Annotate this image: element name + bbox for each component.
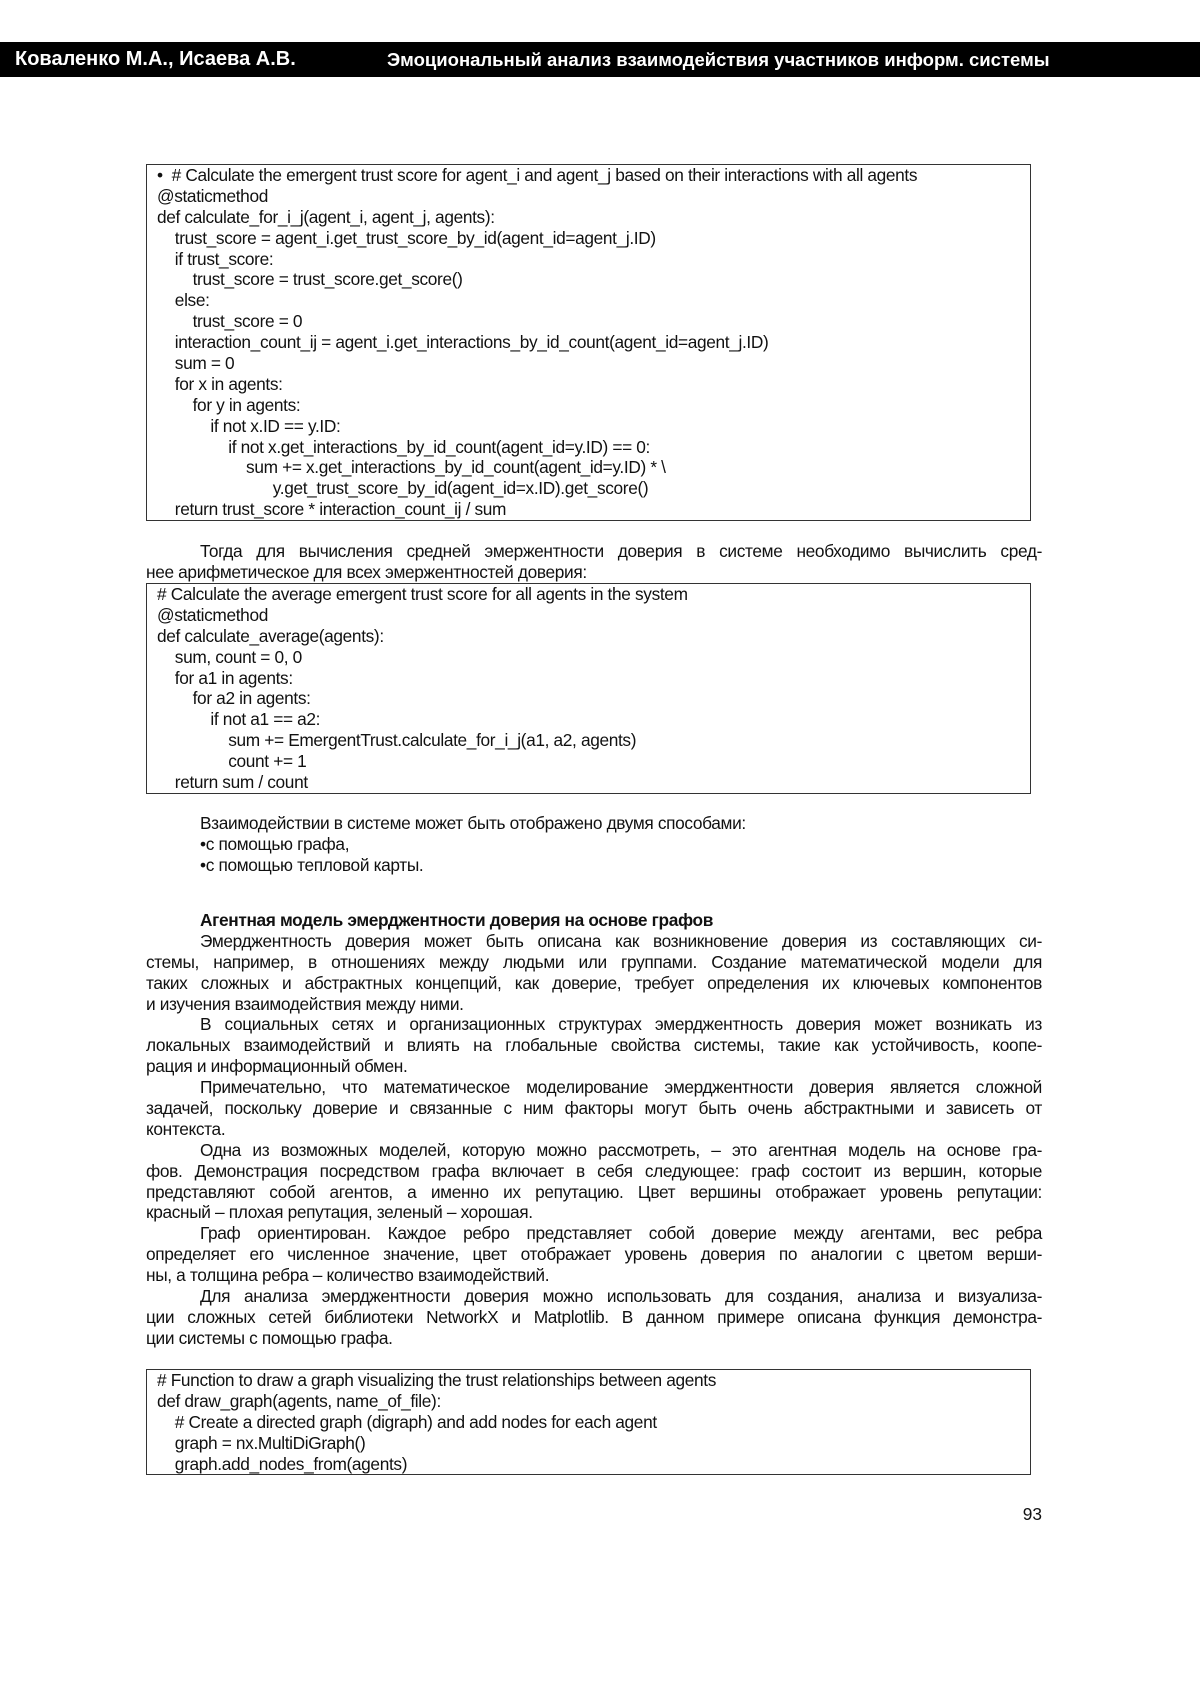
code-line: def calculate_average(agents): bbox=[147, 626, 1030, 647]
paragraph-line: таких сложных и абстрактных концепций, как доверие, требует определения их ключевых компонентов bbox=[146, 973, 1042, 994]
ways-item: •с помощью графа, bbox=[146, 834, 1042, 855]
visualization-ways bbox=[146, 813, 1042, 876]
paragraph-line: Эмерджентность доверия может быть описана как возникновение доверия из составляющих си- bbox=[146, 931, 1042, 952]
paragraph-line: контекста. bbox=[146, 1119, 1042, 1140]
header-title: Эмоциональный анализ взаимодействия участников информ. системы bbox=[387, 42, 1050, 77]
code-block-draw-graph bbox=[146, 1369, 1031, 1475]
code-line: if not a1 == a2: bbox=[147, 709, 1030, 730]
paragraph bbox=[146, 1077, 1042, 1140]
code-line: def draw_graph(agents, name_of_file): bbox=[147, 1391, 1030, 1412]
code-line: @staticmethod bbox=[147, 605, 1030, 626]
paragraph-line: Тогда для вычисления средней эмержентности доверия в системе необходимо вычислить сред- bbox=[146, 541, 1042, 562]
ways-item: •с помощью тепловой карты. bbox=[146, 855, 1042, 876]
code-line: y.get_trust_score_by_id(agent_id=x.ID).get_score() bbox=[147, 478, 1030, 499]
paragraph-line: локальных взаимодействий и влиять на глобальные свойства системы, такие как устойчивость, коопе- bbox=[146, 1035, 1042, 1056]
code-line: for a2 in agents: bbox=[147, 688, 1030, 709]
code-line: @staticmethod bbox=[147, 186, 1030, 207]
code-line: for y in agents: bbox=[147, 395, 1030, 416]
paragraph-average-intro bbox=[146, 541, 1042, 583]
code-line: # Function to draw a graph visualizing the trust relationships between agents bbox=[147, 1370, 1030, 1391]
code-line: # Calculate the average emergent trust score for all agents in the system bbox=[147, 584, 1030, 605]
code-line: for x in agents: bbox=[147, 374, 1030, 395]
paragraph bbox=[146, 1140, 1042, 1224]
code-line: if trust_score: bbox=[147, 249, 1030, 270]
code-line: count += 1 bbox=[147, 751, 1030, 772]
paragraph-line: стемы, например, в отношениях между людьми или группами. Создание математической модели для bbox=[146, 952, 1042, 973]
paragraph-line: ции сложных сетей библиотеки NetworkX и Matplotlib. В данном примере описана функция демонстра- bbox=[146, 1307, 1042, 1328]
code-line: • # Calculate the emergent trust score for agent_i and agent_j based on their interactions with all agents bbox=[147, 165, 1030, 186]
paragraph-line: ны, а толщина ребра – количество взаимодействий. bbox=[146, 1265, 1042, 1286]
code-line: return sum / count bbox=[147, 772, 1030, 793]
code-line: trust_score = trust_score.get_score() bbox=[147, 269, 1030, 290]
code-line: graph.add_nodes_from(agents) bbox=[147, 1454, 1030, 1475]
paragraph-line: нее арифметическое для всех эмержентностей доверия: bbox=[146, 562, 1042, 583]
paragraph bbox=[146, 931, 1042, 1015]
paragraph-line: Для анализа эмерджентности доверия можно использовать для создания, анализа и визуализа- bbox=[146, 1286, 1042, 1307]
code-line: sum += x.get_interactions_by_id_count(agent_id=y.ID) * \ bbox=[147, 457, 1030, 478]
section-heading: Агентная модель эмерджентности доверия на основе графов bbox=[146, 910, 1042, 931]
paragraph-line: В социальных сетях и организационных структурах эмерджентность доверия может возникать из bbox=[146, 1014, 1042, 1035]
code-line: def calculate_for_i_j(agent_i, agent_j, agents): bbox=[147, 207, 1030, 228]
paragraph bbox=[146, 1014, 1042, 1077]
code-block-calculate-for-i-j bbox=[146, 164, 1031, 521]
code-line: sum += EmergentTrust.calculate_for_i_j(a1, a2, agents) bbox=[147, 730, 1030, 751]
paragraph-line: ции системы с помощью графа. bbox=[146, 1328, 1042, 1349]
paragraph-line: представляют собой агентов, а именно их репутацию. Цвет вершины отображает уровень репутации: bbox=[146, 1182, 1042, 1203]
paragraph-line: Примечательно, что математическое моделирование эмерджентности доверия является сложной bbox=[146, 1077, 1042, 1098]
paragraph-line: фов. Демонстрация посредством графа включает в себя следующее: граф состоит из вершин, которые bbox=[146, 1161, 1042, 1182]
code-line: sum, count = 0, 0 bbox=[147, 647, 1030, 668]
code-line: interaction_count_ij = agent_i.get_interactions_by_id_count(agent_id=agent_j.ID) bbox=[147, 332, 1030, 353]
paragraph-line: и изучения взаимодействия между ними. bbox=[146, 994, 1042, 1015]
paragraph-line: задачей, поскольку доверие и связанные с ним факторы могут быть очень абстрактными и зависеть от bbox=[146, 1098, 1042, 1119]
ways-intro: Взаимодействии в системе может быть отображено двумя способами: bbox=[146, 813, 1042, 834]
paragraph-line: определяет его численное значение, цвет отображает уровень доверия по аналогии с цветом верши- bbox=[146, 1244, 1042, 1265]
code-line: return trust_score * interaction_count_ij / sum bbox=[147, 499, 1030, 520]
code-line: else: bbox=[147, 290, 1030, 311]
code-block-calculate-average bbox=[146, 583, 1031, 794]
code-line: graph = nx.MultiDiGraph() bbox=[147, 1433, 1030, 1454]
section-graph-model bbox=[146, 910, 1042, 1349]
paragraph-line: рация и информационный обмен. bbox=[146, 1056, 1042, 1077]
code-line: if not x.ID == y.ID: bbox=[147, 416, 1030, 437]
code-line: trust_score = 0 bbox=[147, 311, 1030, 332]
paragraph-line: Граф ориентирован. Каждое ребро представляет собой доверие между агентами, вес ребра bbox=[146, 1223, 1042, 1244]
running-header bbox=[0, 42, 1200, 77]
paragraph-line: Одна из возможных моделей, которую можно рассмотреть, – это агентная модель на основе гра- bbox=[146, 1140, 1042, 1161]
header-authors: Коваленко М.А., Исаева А.В. bbox=[15, 42, 296, 77]
paragraph-line: красный – плохая репутация, зеленый – хорошая. bbox=[146, 1202, 1042, 1223]
code-line: if not x.get_interactions_by_id_count(agent_id=y.ID) == 0: bbox=[147, 437, 1030, 458]
code-line: sum = 0 bbox=[147, 353, 1030, 374]
paragraph bbox=[146, 1223, 1042, 1286]
code-line: for a1 in agents: bbox=[147, 668, 1030, 689]
paragraph bbox=[146, 1286, 1042, 1349]
code-line: trust_score = agent_i.get_trust_score_by_id(agent_id=agent_j.ID) bbox=[147, 228, 1030, 249]
code-line: # Create a directed graph (digraph) and add nodes for each agent bbox=[147, 1412, 1030, 1433]
page-number: 93 bbox=[1023, 1504, 1042, 1525]
